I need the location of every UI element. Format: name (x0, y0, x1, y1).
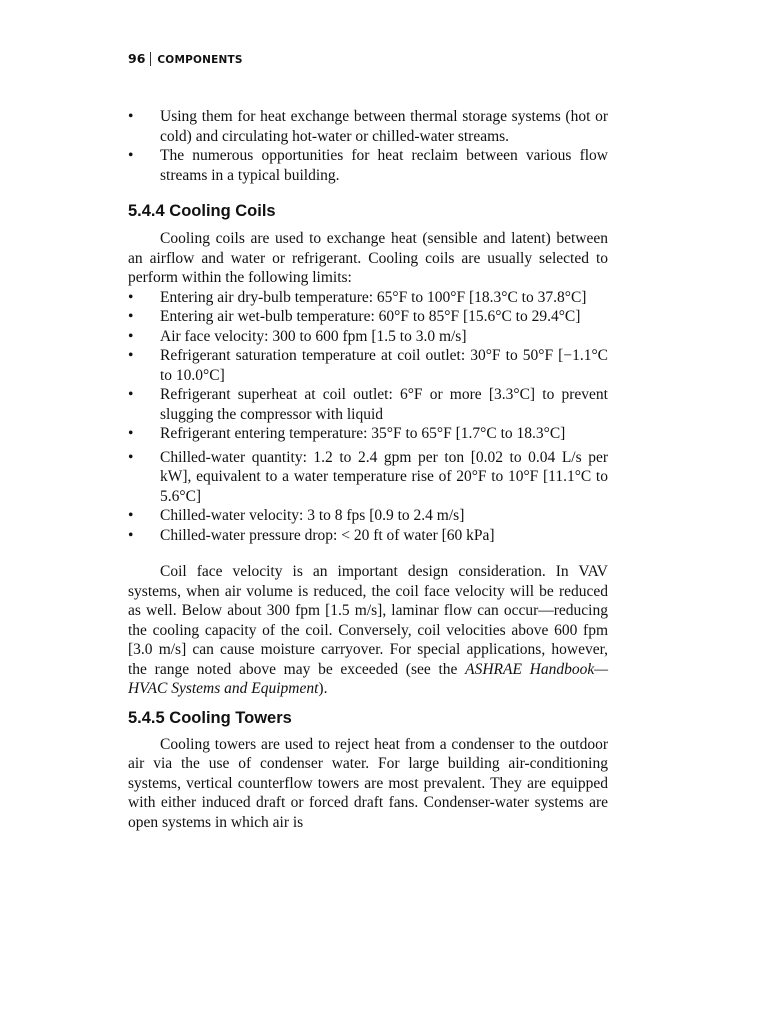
citation: ASHRAE Handbook—HVAC Systems and Equipment (128, 660, 609, 697)
list-item: • Using them for heat exchange between thermal storage systems (hot or cold) and circulating hot-water or chilled-water streams. (128, 108, 608, 145)
bullet-icon: • (128, 147, 134, 164)
bullet-icon: • (128, 288, 134, 306)
paragraph: Coil face velocity is an important design consideration. In VAV systems, when air volume is reduced, the coil face velocity will be reduced as well. Below about 300 fpm [1.5 m/s], laminar flow can occur—reducing the cooling capacity of the coil. Conversely, coil velocities above 600 fpm [3.0 m/s] can cause moisture carryover. For special applications, however, the range noted above may be exceeded (see the ASHRAE Handbook—HVAC Systems and Equipment). (128, 563, 609, 697)
section-title: COMPONENTS (157, 54, 243, 66)
list-item: • Chilled-water pressure drop: < 20 ft of water [60 kPa] (128, 526, 495, 544)
bullet-icon: • (128, 386, 134, 403)
running-header (128, 51, 243, 66)
page-body (128, 107, 608, 832)
list-item: • Entering air dry-bulb temperature: 65°F to 100°F [18.3°C to 37.8°C] (128, 288, 587, 306)
paragraph: Cooling towers are used to reject heat from a condenser to the outdoor air via the use of condenser water. For large building air-conditioning systems, vertical counterflow towers are most prevalent. They are equipped with either induced draft or forced draft fans. Condenser-water systems are open systems in which air is (128, 735, 608, 831)
header-divider (150, 52, 151, 66)
section-heading-cooling-towers: 5.4.5 Cooling Towers (128, 708, 292, 727)
bullet-icon: • (128, 448, 134, 466)
bullet-icon: • (128, 108, 134, 125)
bullet-icon: • (128, 425, 134, 442)
list-item: • Refrigerant saturation temperature at coil outlet: 30°F to 50°F [−1.1°C to 10.0°C] (128, 347, 608, 384)
paragraph: Cooling coils are used to exchange heat (sensible and latent) between an airflow and water or refrigerant. Cooling coils are usually selected to perform within the following limits: (128, 230, 608, 286)
list-item: • The numerous opportunities for heat reclaim between various flow streams in a typical building. (128, 147, 608, 184)
list-item: • Entering air wet-bulb temperature: 60°F to 85°F [15.6°C to 29.4°C] (128, 308, 581, 325)
list-item: • Chilled-water quantity: 1.2 to 2.4 gpm per ton [0.02 to 0.04 L/s per kW], equivalent to a water temperature rise of 20°F to 10°F [11.1°C to 5.6°C] (128, 448, 608, 505)
list-item: • Air face velocity: 300 to 600 fpm [1.5 to 3.0 m/s] (128, 327, 467, 345)
page-number: 96 (128, 51, 146, 66)
bullet-icon: • (128, 308, 134, 325)
bullet-icon: • (128, 526, 134, 544)
bullet-icon: • (128, 507, 134, 524)
list-item: • Chilled-water velocity: 3 to 8 fps [0.9 to 2.4 m/s] (128, 507, 465, 524)
list-item: • Refrigerant superheat at coil outlet: 6°F or more [3.3°C] to prevent slugging the compressor with liquid (128, 386, 608, 423)
list-item: • Refrigerant entering temperature: 35°F to 65°F [1.7°C to 18.3°C] (128, 425, 566, 442)
bullet-icon: • (128, 347, 134, 364)
bullet-icon: • (128, 327, 134, 345)
intro-bullet-list (128, 107, 608, 185)
cooling-coil-limits-list (128, 288, 608, 546)
section-heading-cooling-coils: 5.4.4 Cooling Coils (128, 202, 276, 220)
